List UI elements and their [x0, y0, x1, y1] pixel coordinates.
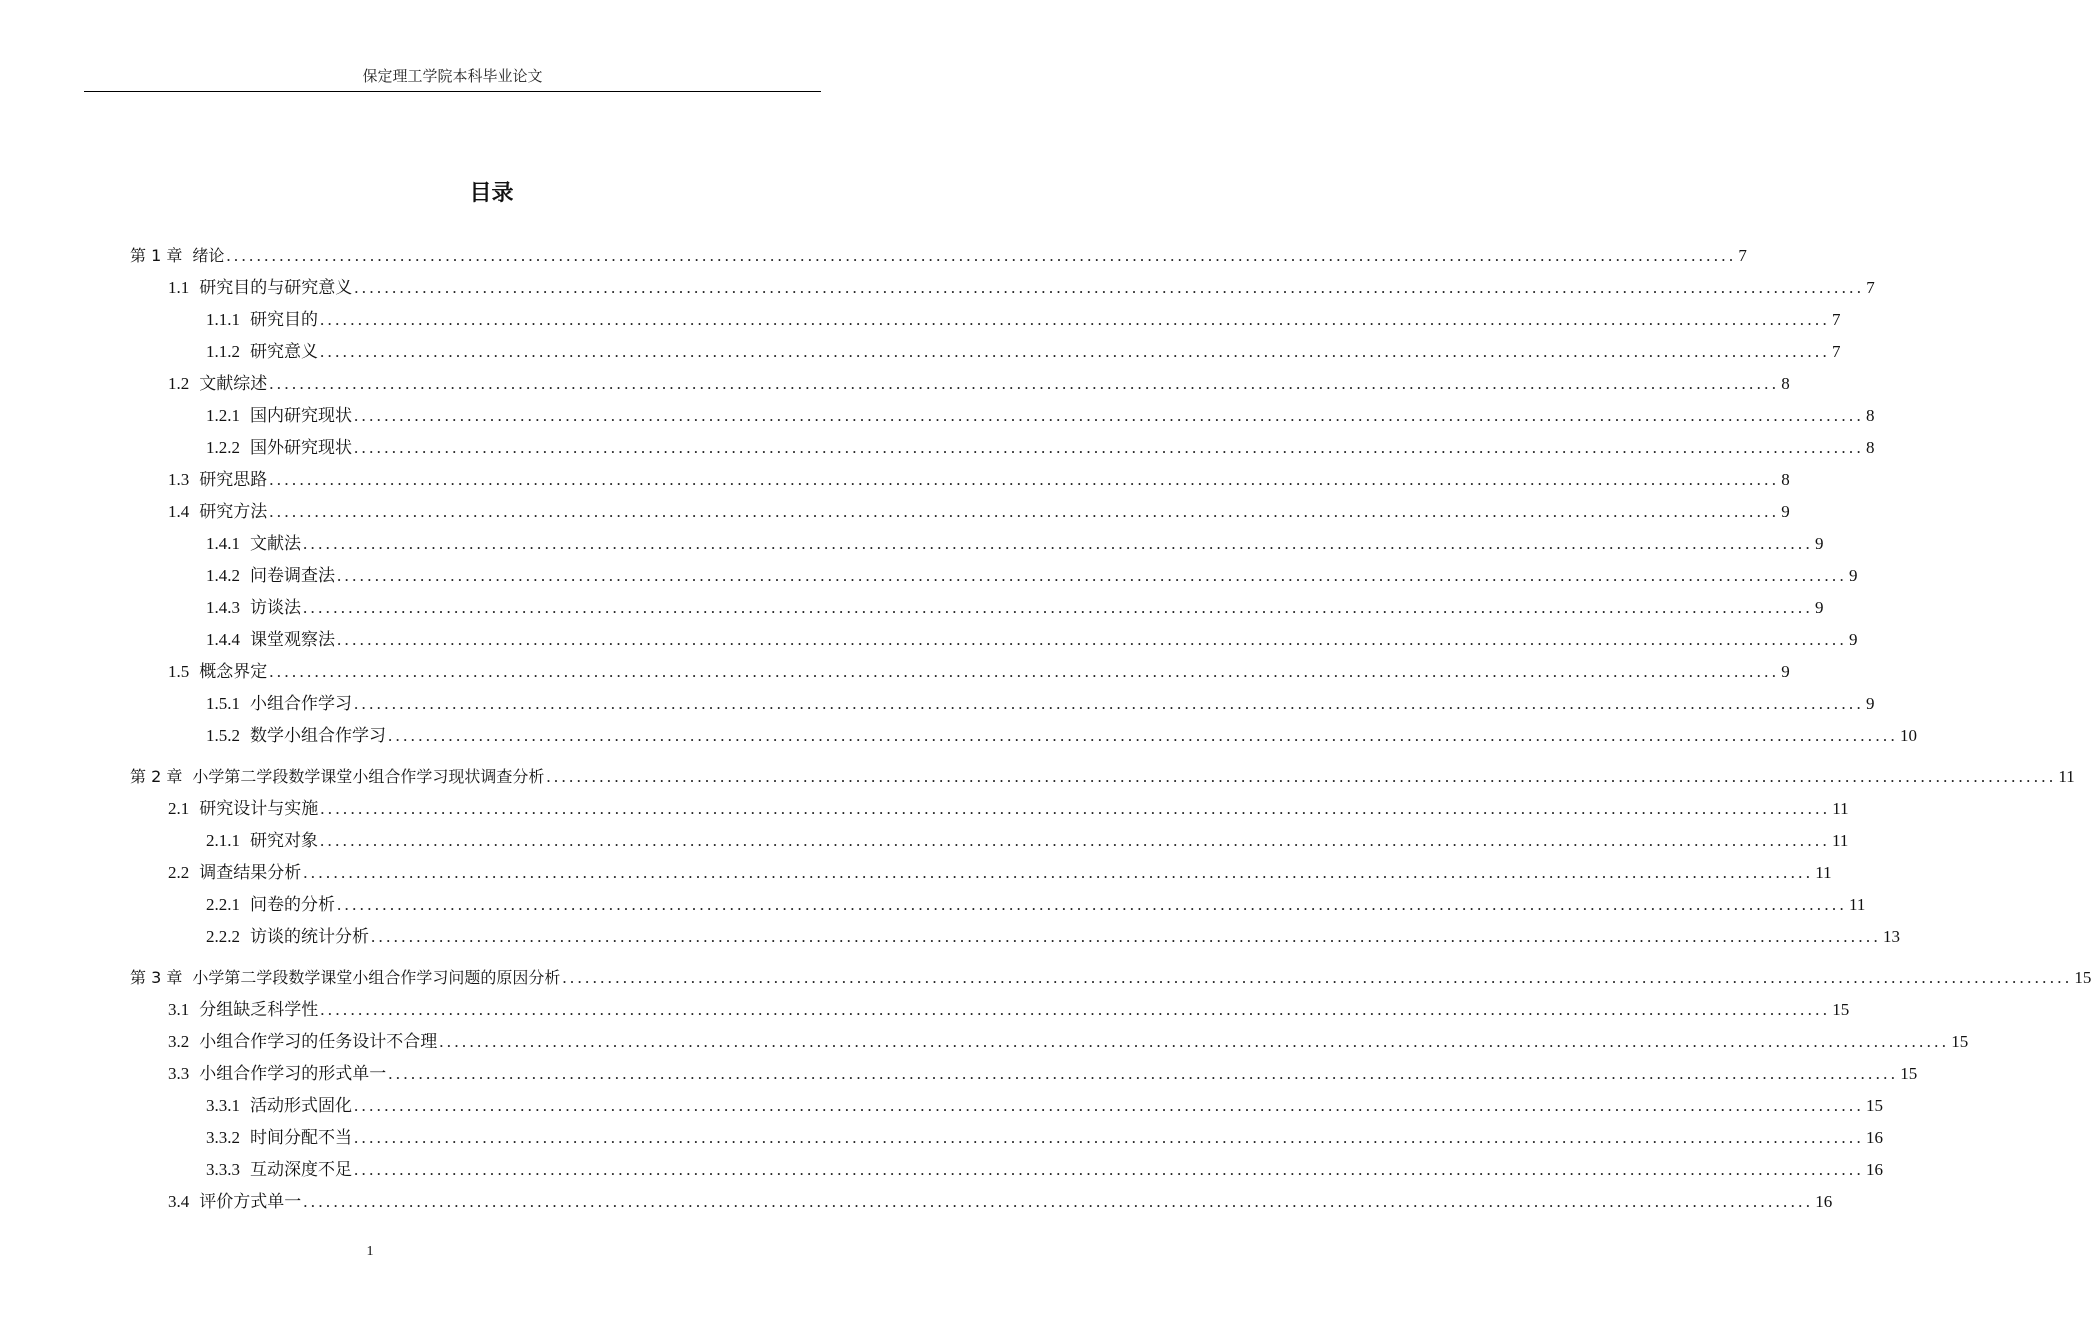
toc-entry[interactable]	[168, 795, 1849, 823]
toc-dot-leader: ........................................................................................................................................................................................................	[439, 1032, 1950, 1051]
toc-entry-number: 第 3 章	[130, 968, 183, 987]
toc-entry-page: 16	[1815, 1192, 1833, 1211]
toc-entry[interactable]	[168, 370, 1790, 398]
toc-entry-page: 9	[1815, 598, 1824, 617]
toc-dot-leader: ........................................................................................................................................................................................................	[371, 927, 1881, 946]
page-header	[84, 66, 821, 92]
toc-entry[interactable]	[130, 964, 2091, 992]
toc-dot-leader: ........................................................................................................................................................................................................	[320, 799, 1831, 818]
toc-entry-page: 11	[1832, 799, 1849, 818]
toc-entry-number: 1.1	[168, 278, 190, 297]
toc-dot-leader: ........................................................................................................................................................................................................	[269, 662, 1780, 681]
toc-dot-leader: ........................................................................................................................................................................................................	[269, 502, 1780, 521]
toc-entry[interactable]	[206, 923, 1900, 951]
toc-entry-number: 2.1	[168, 799, 190, 818]
toc-entry[interactable]	[168, 996, 1850, 1024]
toc-entry-page: 9	[1781, 662, 1790, 681]
toc-entry-page: 11	[1815, 863, 1832, 882]
toc-entry[interactable]	[206, 594, 1824, 622]
toc-entry[interactable]	[168, 1060, 1918, 1088]
toc-entry-page: 15	[1951, 1032, 1969, 1051]
toc-entry[interactable]	[206, 562, 1858, 590]
toc-entry-label: 研究设计与实施	[199, 799, 319, 818]
toc-entry[interactable]	[206, 306, 1841, 334]
toc-entry-label: 数学小组合作学习	[250, 726, 386, 745]
toc-entry-page: 8	[1866, 406, 1875, 425]
toc-entry-number: 3.1	[168, 1000, 190, 1019]
toc-dot-leader: ........................................................................................................................................................................................................	[546, 767, 2057, 786]
toc-entry-page: 8	[1781, 470, 1790, 489]
toc-entry-number: 1.1.1	[206, 310, 240, 329]
toc-entry-page: 8	[1866, 438, 1875, 457]
toc-entry[interactable]	[168, 658, 1790, 686]
toc-entry-number: 1.4.1	[206, 534, 240, 553]
toc-entry-label: 小学第二学段数学课堂小组合作学习现状调查分析	[192, 767, 545, 786]
toc-entry-page: 8	[1781, 374, 1790, 393]
toc-entry-page: 7	[1866, 278, 1875, 297]
toc-dot-leader: ........................................................................................................................................................................................................	[303, 534, 1813, 553]
toc-dot-leader: ........................................................................................................................................................................................................	[303, 1192, 1814, 1211]
toc-entry-page: 9	[1815, 534, 1824, 553]
toc-entry[interactable]	[206, 626, 1858, 654]
toc-entry-page: 15	[1832, 1000, 1850, 1019]
toc-entry-page: 10	[1900, 726, 1917, 745]
toc-entry-label: 研究意义	[250, 342, 318, 361]
toc-entry-label: 研究目的与研究意义	[199, 278, 353, 297]
toc-entry[interactable]	[206, 434, 1875, 462]
toc-entry[interactable]	[168, 1188, 1833, 1216]
toc-entry[interactable]	[206, 1124, 1883, 1152]
toc-entry[interactable]	[206, 1092, 1883, 1120]
toc-entry-label: 问卷的分析	[250, 895, 335, 914]
toc-entry[interactable]	[206, 827, 1849, 855]
toc-entry-label: 国外研究现状	[250, 438, 352, 457]
toc-entry-page: 13	[1883, 927, 1900, 946]
toc-entry[interactable]	[206, 690, 1875, 718]
toc-entry[interactable]	[168, 1028, 1969, 1056]
toc-dot-leader: ........................................................................................................................................................................................................	[388, 1064, 1899, 1083]
toc-entry-number: 1.5.2	[206, 726, 240, 745]
toc-entry-number: 1.2.1	[206, 406, 240, 425]
toc-entry-page: 7	[1832, 310, 1841, 329]
toc-dot-leader: ........................................................................................................................................................................................................	[320, 831, 1830, 850]
toc-dot-leader: ........................................................................................................................................................................................................	[337, 895, 1847, 914]
toc-dot-leader: ........................................................................................................................................................................................................	[226, 246, 1737, 265]
toc-entry-label: 评价方式单一	[199, 1192, 302, 1211]
toc-entry-page: 11	[1849, 895, 1866, 914]
toc-entry-page: 9	[1781, 502, 1790, 521]
toc-dot-leader: ........................................................................................................................................................................................................	[388, 726, 1898, 745]
toc-entry-number: 1.4.4	[206, 630, 240, 649]
toc-entry-page: 15	[2074, 968, 2091, 987]
toc-entry[interactable]	[206, 891, 1866, 919]
toc-entry-page: 16	[1866, 1160, 1883, 1179]
toc-dot-leader: ........................................................................................................................................................................................................	[269, 470, 1780, 489]
toc-entry[interactable]	[130, 763, 2075, 791]
toc-entry-number: 3.4	[168, 1192, 190, 1211]
toc-entry-number: 2.1.1	[206, 831, 240, 850]
toc-entry-label: 活动形式固化	[250, 1096, 352, 1115]
toc-entry-number: 3.3	[168, 1064, 190, 1083]
toc-entry-page: 9	[1849, 566, 1858, 585]
toc-entry-number: 1.2	[168, 374, 190, 393]
toc-entry-label: 研究思路	[199, 470, 268, 489]
toc-dot-leader: ........................................................................................................................................................................................................	[303, 598, 1813, 617]
toc-entry-label: 绪论	[192, 246, 225, 265]
toc-entry-label: 调查结果分析	[199, 863, 302, 882]
toc-entry-page: 7	[1738, 246, 1747, 265]
toc-dot-leader: ........................................................................................................................................................................................................	[303, 863, 1814, 882]
toc-entry-label: 小学第二学段数学课堂小组合作学习问题的原因分析	[192, 968, 561, 987]
toc-entry-number: 3.3.3	[206, 1160, 240, 1179]
toc-entry[interactable]	[206, 402, 1875, 430]
toc-dot-leader: ........................................................................................................................................................................................................	[337, 566, 1847, 585]
toc-dot-leader: ........................................................................................................................................................................................................	[354, 438, 1864, 457]
toc-dot-leader: ........................................................................................................................................................................................................	[337, 630, 1847, 649]
toc-entry-number: 2.2.2	[206, 927, 240, 946]
toc-entry-label: 国内研究现状	[250, 406, 352, 425]
toc-entry-page: 15	[1900, 1064, 1918, 1083]
toc-entry-label: 分组缺乏科学性	[199, 1000, 319, 1019]
toc-dot-leader: ........................................................................................................................................................................................................	[320, 310, 1830, 329]
toc-entry-page: 11	[1832, 831, 1849, 850]
toc-entry-number: 3.3.2	[206, 1128, 240, 1147]
toc-entry[interactable]	[130, 242, 1747, 270]
toc-entry-number: 1.4.3	[206, 598, 240, 617]
toc-entry-number: 2.2.1	[206, 895, 240, 914]
toc-entry-label: 互动深度不足	[250, 1160, 352, 1179]
toc-dot-leader: ........................................................................................................................................................................................................	[354, 406, 1864, 425]
toc-entry[interactable]	[206, 1156, 1883, 1184]
toc-entry[interactable]	[168, 498, 1790, 526]
toc-entry-label: 概念界定	[199, 662, 268, 681]
toc-entry-label: 小组合作学习的形式单一	[199, 1064, 387, 1083]
toc-entry-label: 文献综述	[199, 374, 268, 393]
toc-entry-label: 研究方法	[199, 502, 268, 521]
toc-entry-page: 15	[1866, 1096, 1883, 1115]
toc-entry-label: 问卷调查法	[250, 566, 335, 585]
toc-entry[interactable]	[168, 466, 1790, 494]
toc-entry-number: 2.2	[168, 863, 190, 882]
toc-entry-page: 16	[1866, 1128, 1883, 1147]
toc-entry-number: 1.1.2	[206, 342, 240, 361]
toc-entry[interactable]	[206, 338, 1841, 366]
page-number: 1	[366, 1244, 374, 1259]
toc-dot-leader: ........................................................................................................................................................................................................	[354, 278, 1865, 297]
toc-entry-label: 时间分配不当	[250, 1128, 352, 1147]
toc-entry-number: 1.5	[168, 662, 190, 681]
toc-dot-leader: ........................................................................................................................................................................................................	[562, 968, 2073, 987]
toc-entry[interactable]	[206, 722, 1917, 750]
toc-entry[interactable]	[168, 274, 1875, 302]
toc-entry[interactable]	[206, 530, 1824, 558]
toc-dot-leader: ........................................................................................................................................................................................................	[320, 1000, 1831, 1019]
toc-entry-number: 1.5.1	[206, 694, 240, 713]
toc-entry-page: 11	[2058, 767, 2075, 786]
toc-entry-label: 研究对象	[250, 831, 318, 850]
toc-entry-label: 访谈的统计分析	[250, 927, 369, 946]
toc-title: 目录	[469, 181, 514, 206]
toc-dot-leader: ........................................................................................................................................................................................................	[269, 374, 1780, 393]
toc-entry-number: 1.4	[168, 502, 190, 521]
header-text: 保定理工学院本科毕业论文	[362, 69, 543, 85]
toc-entry-label: 访谈法	[250, 598, 301, 617]
toc-entry-number: 第 1 章	[130, 246, 183, 265]
toc-entry-label: 课堂观察法	[250, 630, 335, 649]
toc-entry-label: 文献法	[250, 534, 301, 553]
toc-entry-page: 9	[1866, 694, 1875, 713]
toc-entry-number: 3.2	[168, 1032, 190, 1051]
toc-entry-page: 9	[1849, 630, 1858, 649]
toc-dot-leader: ........................................................................................................................................................................................................	[354, 1160, 1864, 1179]
toc-entry-number: 1.2.2	[206, 438, 240, 457]
toc-entry-number: 3.3.1	[206, 1096, 240, 1115]
toc-entry-page: 7	[1832, 342, 1841, 361]
toc-dot-leader: ........................................................................................................................................................................................................	[354, 694, 1864, 713]
toc-entry[interactable]	[168, 859, 1832, 887]
toc-dot-leader: ........................................................................................................................................................................................................	[320, 342, 1830, 361]
toc-entry-label: 小组合作学习的任务设计不合理	[199, 1032, 438, 1051]
toc-dot-leader: ........................................................................................................................................................................................................	[354, 1128, 1864, 1147]
toc-dot-leader: ........................................................................................................................................................................................................	[354, 1096, 1864, 1115]
toc-entry-label: 研究目的	[250, 310, 318, 329]
toc-entry-label: 小组合作学习	[250, 694, 352, 713]
toc-entry-number: 第 2 章	[130, 767, 183, 786]
toc-entry-number: 1.4.2	[206, 566, 240, 585]
toc-entry-number: 1.3	[168, 470, 190, 489]
